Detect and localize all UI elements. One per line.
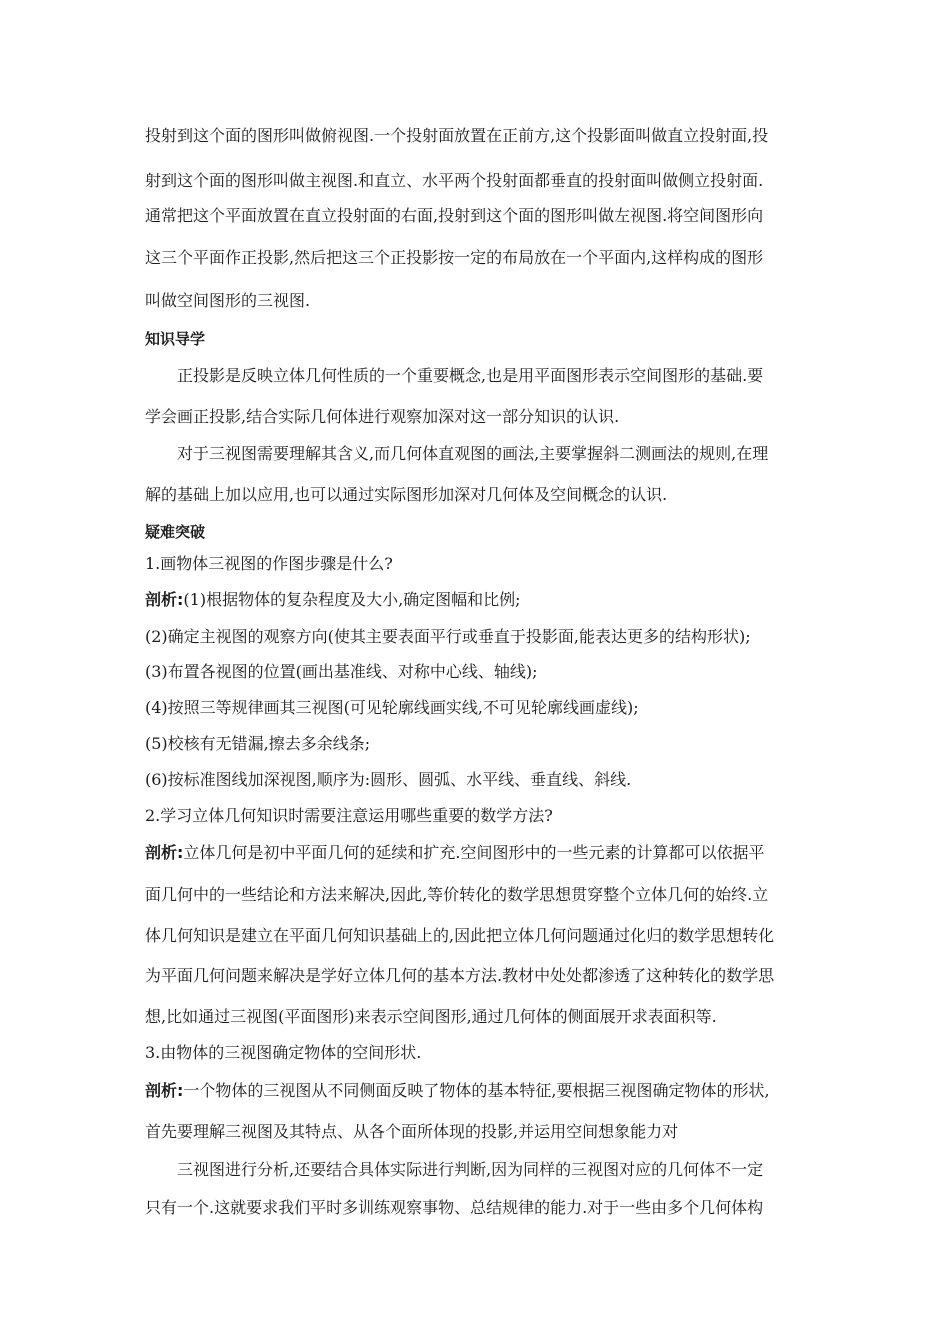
paragraph-line: 三视图进行分析,还要结合具体实际进行判断,因为同样的三视图对应的几何体不一定 — [177, 1160, 764, 1179]
analysis-label: 剖析: — [145, 1081, 184, 1100]
paragraph-line: 叫做空间图形的三视图. — [145, 291, 311, 310]
section-heading: 疑难突破 — [145, 523, 206, 541]
paragraph-line: 正投影是反映立体几何性质的一个重要概念,也是用平面图形表示空间图形的基础.要 — [177, 366, 764, 385]
paragraph-line: 面几何中的一些结论和方法来解决,因此,等价转化的数学思想贯穿整个立体几何的始终.立 — [145, 885, 769, 904]
question: 2.学习立体几何知识时需要注意运用哪些重要的数学方法? — [145, 806, 553, 825]
paragraph-line: 体几何知识是建立在平面几何知识基础上的,因此把立体几何问题通过化归的数学思想转化 — [145, 926, 775, 945]
paragraph-line: 想,比如通过三视图(平面图形)来表示空间图形,通过几何体的侧面展开求表面积等. — [145, 1007, 717, 1026]
answer-text: 一个物体的三视图从不同侧面反映了物体的基本特征,要根据三视图确定物体的形状, — [183, 1081, 770, 1100]
section-heading: 知识导学 — [145, 330, 206, 348]
step-item: (3)布置各视图的位置(画出基准线、对称中心线、轴线); — [145, 662, 538, 681]
step-item: (5)校核有无错漏,擦去多余线条; — [145, 734, 371, 753]
question: 3.由物体的三视图确定物体的空间形状. — [145, 1043, 422, 1062]
paragraph-line: 射到这个面的图形叫做主视图.和直立、水平两个投射面都垂直的投射面叫做侧立投射面. — [145, 171, 764, 190]
step-item: (4)按照三等规律画其三视图(可见轮廓线画实线,不可见轮廓线画虚线); — [145, 698, 639, 717]
answer-text: (1)根据物体的复杂程度及大小,确定图幅和比例; — [183, 590, 521, 609]
paragraph-line: 学会画正投影,结合实际几何体进行观察加深对这一部分知识的认识. — [145, 407, 620, 426]
step-item: (2)确定主视图的观察方向(使其主要表面平行或垂直于投影面,能表达更多的结构形状); — [145, 627, 751, 646]
paragraph-line: 对于三视图需要理解其含义,而几何体直观图的画法,主要掌握斜二测画法的规则,在理 — [177, 444, 769, 463]
answer-line — [145, 843, 815, 863]
analysis-label: 剖析: — [145, 843, 184, 862]
paragraph-line: 投射到这个面的图形叫做俯视图.一个投射面放置在正前方,这个投影面叫做直立投射面,投 — [145, 126, 769, 145]
question: 1.画物体三视图的作图步骤是什么? — [145, 554, 393, 573]
answer-line — [145, 1081, 815, 1101]
paragraph-line: 这三个平面作正投影,然后把这三个正投影按一定的布局放在一个平面内,这样构成的图形 — [145, 248, 764, 267]
paragraph-line: 只有一个.这就要求我们平时多训练观察事物、总结规律的能力.对于一些由多个几何体构 — [145, 1198, 764, 1217]
paragraph-line: 解的基础上加以应用,也可以通过实际图形加深对几何体及空间概念的认识. — [145, 485, 668, 504]
paragraph-line: 首先要理解三视图及其特点、从各个面所体现的投影,并运用空间想象能力对 — [145, 1122, 679, 1141]
step-item: (6)按标准图线加深视图,顺序为:圆形、圆弧、水平线、垂直线、斜线. — [145, 770, 632, 789]
analysis-label: 剖析: — [145, 590, 184, 609]
paragraph-line: 通常把这个平面放置在直立投射面的右面,投射到这个面的图形叫做左视图.将空间图形向 — [145, 206, 764, 225]
paragraph-line: 为平面几何问题来解决是学好立体几何的基本方法.教材中处处都渗透了这种转化的数学思 — [145, 966, 775, 985]
answer-line — [145, 590, 815, 610]
answer-text: 立体几何是初中平面几何的延续和扩充.空间图形中的一些元素的计算都可以依据平 — [183, 843, 765, 862]
